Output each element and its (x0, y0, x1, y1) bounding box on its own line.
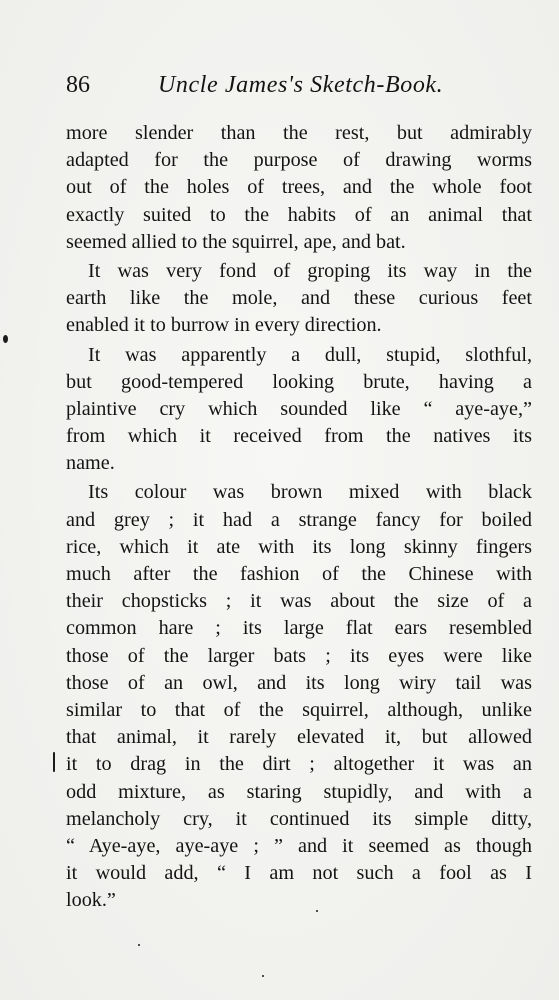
text-line: seemed allied to the squirrel, ape, and bat. (66, 230, 406, 253)
body-text (66, 120, 532, 916)
text-line: from which it received from the natives its (66, 425, 532, 448)
text-line: those of the larger bats ; its eyes were like (66, 644, 532, 667)
text-line: more slender than the rest, but admirably (66, 122, 532, 144)
text-line: and grey ; it had a strange fancy for boiled (66, 508, 532, 531)
text-line: It was apparently a dull, stupid, slothful, (88, 343, 532, 366)
text-line: earth like the mole, and these curious feet (66, 287, 532, 310)
text-line: that animal, it rarely elevated it, but allowed (66, 726, 532, 749)
text-line: adapted for the purpose of drawing worms (66, 149, 532, 172)
text-line: their chopsticks ; it was about the size of a (66, 590, 532, 613)
text-line: out of the holes of trees, and the whole foot (66, 176, 532, 199)
text-line: exactly suited to the habits of an animal that (66, 203, 532, 226)
paragraph (66, 342, 532, 478)
ink-speck (262, 975, 264, 977)
text-line: much after the fashion of the Chinese with (66, 563, 532, 585)
text-line: enabled it to burrow in every direction. (66, 314, 382, 337)
margin-mark (53, 752, 55, 772)
text-line: common hare ; its large flat ears resembled (66, 617, 532, 640)
text-line: plaintive cry which sounded like “ aye-aye,” (66, 397, 532, 420)
ink-speck (316, 910, 318, 912)
text-line: those of an owl, and its long wiry tail was (66, 671, 532, 694)
paragraph (66, 479, 532, 914)
running-title: Uncle James's Sketch-Book. (158, 72, 444, 98)
text-line: it would add, “ I am not such a fool as I (66, 862, 532, 885)
text-line: it to drag in the dirt ; altogether it was an (66, 753, 532, 776)
page-header (66, 72, 542, 106)
text-line: It was very fond of groping its way in the (88, 259, 532, 282)
margin-mark (3, 335, 8, 343)
page-number: 86 (66, 72, 90, 98)
text-line: but good-tempered looking brute, having a (66, 370, 532, 393)
text-line: rice, which it ate with its long skinny fingers (66, 535, 532, 558)
ink-speck (138, 944, 140, 946)
text-line: odd mixture, as staring stupidly, and with a (66, 780, 532, 803)
paragraph (66, 120, 532, 256)
text-line: “ Aye-aye, aye-aye ; ” and it seemed as though (66, 834, 532, 857)
paragraph (66, 258, 532, 340)
text-line: similar to that of the squirrel, although, unlike (66, 698, 532, 721)
text-line: melancholy cry, it continued its simple ditty, (66, 807, 532, 830)
text-line: name. (66, 452, 115, 475)
text-line: look.” (66, 889, 116, 912)
text-line: Its colour was brown mixed with black (88, 481, 532, 504)
